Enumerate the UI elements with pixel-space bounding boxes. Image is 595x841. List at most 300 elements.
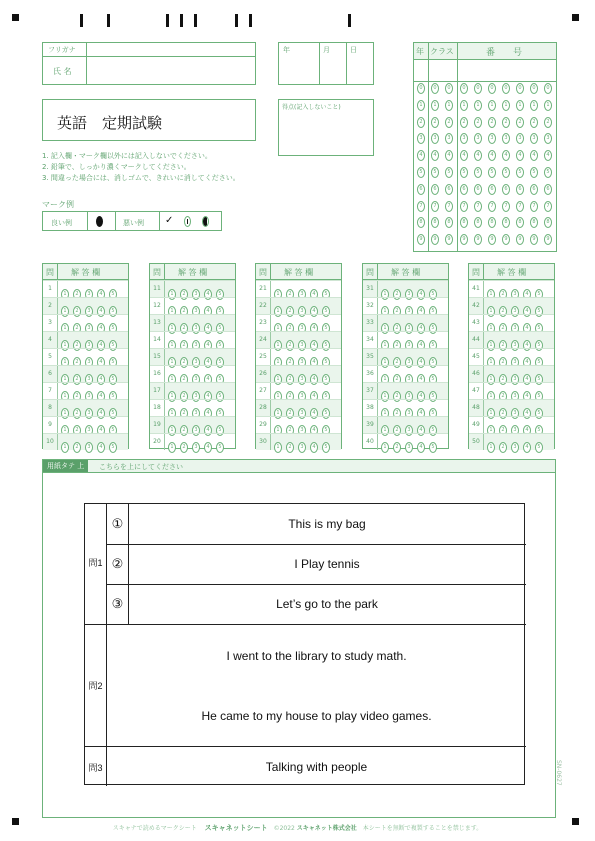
- answer-bubble[interactable]: 2: [499, 374, 507, 385]
- answer-bubble[interactable]: 3: [511, 357, 519, 368]
- answer-bubble[interactable]: 2: [393, 340, 401, 351]
- id-bubble[interactable]: 8: [460, 217, 468, 228]
- answer-bubble[interactable]: 2: [499, 289, 507, 300]
- id-bubble[interactable]: 3: [544, 133, 552, 144]
- answer-bubble[interactable]: 1: [381, 323, 389, 334]
- answer-bubble[interactable]: 1: [274, 340, 282, 351]
- answer-bubble[interactable]: 3: [405, 289, 413, 300]
- answer-bubble[interactable]: 2: [499, 357, 507, 368]
- answer-bubble[interactable]: 2: [286, 340, 294, 351]
- answer-bubble[interactable]: 1: [168, 442, 176, 453]
- answer-bubble[interactable]: 3: [85, 306, 93, 317]
- id-bubble[interactable]: 4: [502, 150, 510, 161]
- answer-bubble[interactable]: 5: [535, 425, 543, 436]
- answer-bubble[interactable]: 4: [310, 374, 318, 385]
- answer-bubble[interactable]: 3: [298, 323, 306, 334]
- answer-bubble[interactable]: 3: [298, 357, 306, 368]
- answer-bubble[interactable]: 2: [286, 408, 294, 419]
- answer-bubble[interactable]: 4: [523, 289, 531, 300]
- id-bubble[interactable]: 2: [417, 117, 425, 128]
- id-bubble[interactable]: 2: [488, 117, 496, 128]
- id-bubble[interactable]: 9: [502, 234, 510, 245]
- answer-bubble[interactable]: 2: [73, 391, 81, 402]
- answer-bubble[interactable]: 5: [322, 323, 330, 334]
- id-bubble[interactable]: 6: [544, 184, 552, 195]
- answer-bubble[interactable]: 3: [192, 357, 200, 368]
- answer-bubble[interactable]: 5: [216, 306, 224, 317]
- answer-bubble[interactable]: 4: [310, 340, 318, 351]
- answer-bubble[interactable]: 5: [535, 408, 543, 419]
- answer-bubble[interactable]: 5: [535, 357, 543, 368]
- answer-bubble[interactable]: 2: [393, 374, 401, 385]
- answer-bubble[interactable]: 4: [97, 408, 105, 419]
- answer-bubble[interactable]: 4: [204, 323, 212, 334]
- answer-bubble[interactable]: 3: [85, 289, 93, 300]
- id-bubble[interactable]: 2: [544, 117, 552, 128]
- answer-bubble[interactable]: 3: [85, 323, 93, 334]
- answer-bubble[interactable]: 1: [274, 425, 282, 436]
- answer-bubble[interactable]: 1: [487, 289, 495, 300]
- id-bubble[interactable]: 6: [516, 184, 524, 195]
- id-bubble[interactable]: 7: [431, 201, 439, 212]
- answer-bubble[interactable]: 3: [511, 289, 519, 300]
- answer-bubble[interactable]: 3: [192, 323, 200, 334]
- answer-bubble[interactable]: 4: [310, 357, 318, 368]
- answer-bubble[interactable]: 5: [535, 442, 543, 453]
- id-bubble[interactable]: 5: [445, 167, 453, 178]
- answer-bubble[interactable]: 3: [192, 340, 200, 351]
- answer-bubble[interactable]: 2: [499, 425, 507, 436]
- answer-bubble[interactable]: 5: [429, 306, 437, 317]
- answer-bubble[interactable]: 3: [85, 340, 93, 351]
- answer-bubble[interactable]: 3: [298, 289, 306, 300]
- id-bubble[interactable]: 3: [502, 133, 510, 144]
- id-bubble[interactable]: 1: [417, 100, 425, 111]
- id-bubble[interactable]: 1: [460, 100, 468, 111]
- answer-bubble[interactable]: 4: [523, 374, 531, 385]
- answer-bubble[interactable]: 3: [511, 425, 519, 436]
- id-bubble[interactable]: 0: [417, 83, 425, 94]
- answer-bubble[interactable]: 5: [322, 374, 330, 385]
- id-bubble[interactable]: 6: [474, 184, 482, 195]
- id-bubble[interactable]: 8: [445, 217, 453, 228]
- id-bubble[interactable]: 3: [445, 133, 453, 144]
- id-bubble[interactable]: 1: [530, 100, 538, 111]
- answer-bubble[interactable]: 4: [310, 289, 318, 300]
- answer-bubble[interactable]: 3: [405, 374, 413, 385]
- answer-bubble[interactable]: 5: [216, 323, 224, 334]
- answer-bubble[interactable]: 1: [168, 374, 176, 385]
- answer-bubble[interactable]: 4: [97, 442, 105, 453]
- answer-bubble[interactable]: 1: [274, 289, 282, 300]
- name-field[interactable]: [87, 57, 255, 84]
- answer-bubble[interactable]: 1: [168, 408, 176, 419]
- answer-bubble[interactable]: 3: [405, 357, 413, 368]
- id-bubble[interactable]: 5: [460, 167, 468, 178]
- id-bubble[interactable]: 7: [417, 201, 425, 212]
- id-bubble[interactable]: 7: [530, 201, 538, 212]
- answer-bubble[interactable]: 5: [535, 323, 543, 334]
- id-bubble[interactable]: 0: [445, 83, 453, 94]
- answer-bubble[interactable]: 2: [180, 391, 188, 402]
- answer-bubble[interactable]: 1: [61, 289, 69, 300]
- answer-bubble[interactable]: 5: [216, 425, 224, 436]
- answer-bubble[interactable]: 5: [535, 374, 543, 385]
- id-bubble[interactable]: 4: [417, 150, 425, 161]
- answer-bubble[interactable]: 3: [85, 374, 93, 385]
- answer-bubble[interactable]: 1: [61, 425, 69, 436]
- id-bubble[interactable]: 5: [530, 167, 538, 178]
- id-bubble[interactable]: 3: [460, 133, 468, 144]
- answer-bubble[interactable]: 2: [73, 323, 81, 334]
- answer-bubble[interactable]: 5: [109, 374, 117, 385]
- id-bubble[interactable]: 4: [488, 150, 496, 161]
- answer-bubble[interactable]: 2: [393, 425, 401, 436]
- answer-bubble[interactable]: 4: [310, 442, 318, 453]
- answer-bubble[interactable]: 1: [381, 340, 389, 351]
- id-bubble[interactable]: 0: [516, 83, 524, 94]
- id-bubble[interactable]: 9: [488, 234, 496, 245]
- answer-bubble[interactable]: 5: [429, 340, 437, 351]
- answer-bubble[interactable]: 5: [535, 289, 543, 300]
- answer-bubble[interactable]: 3: [85, 391, 93, 402]
- answer-bubble[interactable]: 4: [97, 289, 105, 300]
- answer-bubble[interactable]: 2: [180, 289, 188, 300]
- id-bubble[interactable]: 4: [474, 150, 482, 161]
- answer-bubble[interactable]: 2: [499, 408, 507, 419]
- answer-bubble[interactable]: 2: [180, 323, 188, 334]
- id-bubble[interactable]: 5: [544, 167, 552, 178]
- answer-bubble[interactable]: 4: [310, 391, 318, 402]
- answer-bubble[interactable]: 3: [192, 374, 200, 385]
- answer-bubble[interactable]: 4: [310, 323, 318, 334]
- answer-bubble[interactable]: 1: [487, 306, 495, 317]
- id-bubble[interactable]: 8: [530, 217, 538, 228]
- answer-bubble[interactable]: 5: [322, 425, 330, 436]
- answer-bubble[interactable]: 4: [523, 323, 531, 334]
- id-bubble[interactable]: 3: [530, 133, 538, 144]
- answer-bubble[interactable]: 3: [511, 306, 519, 317]
- answer-bubble[interactable]: 5: [429, 408, 437, 419]
- id-bubble[interactable]: 3: [474, 133, 482, 144]
- answer-bubble[interactable]: 4: [204, 408, 212, 419]
- answer-bubble[interactable]: 1: [61, 408, 69, 419]
- id-bubble[interactable]: 6: [460, 184, 468, 195]
- answer-bubble[interactable]: 5: [535, 306, 543, 317]
- answer-bubble[interactable]: 5: [535, 340, 543, 351]
- id-bubble[interactable]: 1: [488, 100, 496, 111]
- answer-bubble[interactable]: 2: [73, 374, 81, 385]
- id-bubble[interactable]: 9: [417, 234, 425, 245]
- id-bubble[interactable]: 7: [445, 201, 453, 212]
- answer-bubble[interactable]: 5: [322, 357, 330, 368]
- answer-bubble[interactable]: 4: [97, 391, 105, 402]
- answer-bubble[interactable]: 4: [523, 357, 531, 368]
- answer-bubble[interactable]: 1: [381, 408, 389, 419]
- id-bubble[interactable]: 5: [417, 167, 425, 178]
- answer-bubble[interactable]: 3: [192, 408, 200, 419]
- answer-bubble[interactable]: 1: [487, 340, 495, 351]
- answer-bubble[interactable]: 5: [322, 289, 330, 300]
- answer-bubble[interactable]: 5: [216, 374, 224, 385]
- answer-bubble[interactable]: 3: [298, 408, 306, 419]
- id-bubble[interactable]: 7: [516, 201, 524, 212]
- answer-bubble[interactable]: 1: [61, 374, 69, 385]
- answer-bubble[interactable]: 2: [393, 306, 401, 317]
- answer-bubble[interactable]: 1: [381, 442, 389, 453]
- answer-bubble[interactable]: 3: [405, 323, 413, 334]
- id-bubble[interactable]: 6: [417, 184, 425, 195]
- answer-bubble[interactable]: 3: [298, 442, 306, 453]
- answer-bubble[interactable]: 5: [109, 323, 117, 334]
- answer-bubble[interactable]: 4: [97, 306, 105, 317]
- answer-bubble[interactable]: 5: [429, 323, 437, 334]
- id-bubble[interactable]: 6: [445, 184, 453, 195]
- answer-bubble[interactable]: 2: [393, 289, 401, 300]
- answer-bubble[interactable]: 1: [61, 391, 69, 402]
- answer-bubble[interactable]: 1: [61, 323, 69, 334]
- answer-bubble[interactable]: 1: [61, 357, 69, 368]
- answer-bubble[interactable]: 4: [523, 442, 531, 453]
- id-bubble[interactable]: 6: [530, 184, 538, 195]
- id-bubble[interactable]: 0: [460, 83, 468, 94]
- answer-bubble[interactable]: 3: [511, 340, 519, 351]
- answer-bubble[interactable]: 1: [381, 357, 389, 368]
- id-bubble[interactable]: 5: [516, 167, 524, 178]
- answer-bubble[interactable]: 1: [168, 357, 176, 368]
- answer-bubble[interactable]: 2: [180, 408, 188, 419]
- answer-bubble[interactable]: 5: [535, 391, 543, 402]
- answer-bubble[interactable]: 3: [405, 442, 413, 453]
- id-bubble[interactable]: 7: [474, 201, 482, 212]
- id-bubble[interactable]: 9: [530, 234, 538, 245]
- answer-bubble[interactable]: 2: [73, 408, 81, 419]
- answer-bubble[interactable]: 1: [487, 425, 495, 436]
- answer-bubble[interactable]: 5: [322, 391, 330, 402]
- answer-bubble[interactable]: 5: [429, 357, 437, 368]
- id-bubble[interactable]: 9: [431, 234, 439, 245]
- answer-bubble[interactable]: 2: [499, 442, 507, 453]
- id-bubble[interactable]: 7: [544, 201, 552, 212]
- id-bubble[interactable]: 4: [544, 150, 552, 161]
- answer-bubble[interactable]: 2: [73, 357, 81, 368]
- id-bubble[interactable]: 3: [417, 133, 425, 144]
- answer-bubble[interactable]: 2: [73, 306, 81, 317]
- id-bubble[interactable]: 4: [460, 150, 468, 161]
- answer-bubble[interactable]: 4: [97, 357, 105, 368]
- answer-bubble[interactable]: 4: [417, 442, 425, 453]
- answer-bubble[interactable]: 5: [216, 357, 224, 368]
- answer-bubble[interactable]: 1: [168, 289, 176, 300]
- id-bubble[interactable]: 0: [474, 83, 482, 94]
- answer-bubble[interactable]: 3: [405, 306, 413, 317]
- answer-bubble[interactable]: 4: [204, 340, 212, 351]
- answer-bubble[interactable]: 5: [109, 306, 117, 317]
- id-bubble[interactable]: 0: [431, 83, 439, 94]
- answer-bubble[interactable]: 1: [381, 425, 389, 436]
- answer-bubble[interactable]: 1: [61, 306, 69, 317]
- id-bubble[interactable]: 5: [474, 167, 482, 178]
- answer-bubble[interactable]: 2: [286, 442, 294, 453]
- id-bubble[interactable]: 0: [530, 83, 538, 94]
- answer-bubble[interactable]: 3: [85, 425, 93, 436]
- id-bubble[interactable]: 0: [544, 83, 552, 94]
- answer-bubble[interactable]: 5: [429, 391, 437, 402]
- answer-bubble[interactable]: 1: [487, 442, 495, 453]
- answer-bubble[interactable]: 2: [73, 425, 81, 436]
- answer-bubble[interactable]: 1: [61, 340, 69, 351]
- answer-bubble[interactable]: 2: [180, 442, 188, 453]
- answer-bubble[interactable]: 3: [298, 306, 306, 317]
- answer-bubble[interactable]: 4: [417, 323, 425, 334]
- answer-bubble[interactable]: 5: [216, 442, 224, 453]
- answer-bubble[interactable]: 2: [286, 306, 294, 317]
- answer-bubble[interactable]: 3: [511, 391, 519, 402]
- answer-bubble[interactable]: 4: [523, 391, 531, 402]
- answer-bubble[interactable]: 1: [168, 306, 176, 317]
- answer-bubble[interactable]: 5: [216, 340, 224, 351]
- answer-bubble[interactable]: 1: [381, 289, 389, 300]
- answer-bubble[interactable]: 4: [310, 408, 318, 419]
- answer-bubble[interactable]: 2: [393, 442, 401, 453]
- answer-bubble[interactable]: 1: [274, 442, 282, 453]
- answer-bubble[interactable]: 4: [204, 289, 212, 300]
- id-bubble[interactable]: 3: [488, 133, 496, 144]
- answer-bubble[interactable]: 1: [487, 391, 495, 402]
- answer-bubble[interactable]: 3: [511, 442, 519, 453]
- id-bubble[interactable]: 2: [530, 117, 538, 128]
- answer-bubble[interactable]: 1: [381, 306, 389, 317]
- answer-bubble[interactable]: 3: [405, 391, 413, 402]
- answer-bubble[interactable]: 4: [417, 357, 425, 368]
- answer-bubble[interactable]: 5: [429, 442, 437, 453]
- answer-bubble[interactable]: 4: [204, 391, 212, 402]
- answer-bubble[interactable]: 1: [274, 391, 282, 402]
- id-bubble[interactable]: 7: [488, 201, 496, 212]
- answer-bubble[interactable]: 4: [417, 374, 425, 385]
- answer-bubble[interactable]: 4: [97, 374, 105, 385]
- answer-bubble[interactable]: 5: [216, 391, 224, 402]
- answer-bubble[interactable]: 4: [310, 306, 318, 317]
- answer-bubble[interactable]: 2: [180, 357, 188, 368]
- answer-bubble[interactable]: 3: [192, 289, 200, 300]
- id-bubble[interactable]: 8: [544, 217, 552, 228]
- id-bubble[interactable]: 8: [431, 217, 439, 228]
- answer-bubble[interactable]: 2: [393, 391, 401, 402]
- answer-bubble[interactable]: 1: [381, 391, 389, 402]
- id-bubble[interactable]: 2: [460, 117, 468, 128]
- answer-bubble[interactable]: 3: [192, 425, 200, 436]
- answer-bubble[interactable]: 3: [298, 340, 306, 351]
- id-bubble[interactable]: 8: [502, 217, 510, 228]
- id-bubble[interactable]: 5: [488, 167, 496, 178]
- id-bubble[interactable]: 4: [530, 150, 538, 161]
- id-bubble[interactable]: 4: [445, 150, 453, 161]
- id-bubble[interactable]: 1: [502, 100, 510, 111]
- id-bubble[interactable]: 1: [516, 100, 524, 111]
- answer-bubble[interactable]: 2: [393, 357, 401, 368]
- answer-bubble[interactable]: 4: [204, 374, 212, 385]
- answer-bubble[interactable]: 2: [499, 306, 507, 317]
- answer-bubble[interactable]: 3: [405, 408, 413, 419]
- answer-bubble[interactable]: 5: [109, 340, 117, 351]
- answer-bubble[interactable]: 1: [274, 306, 282, 317]
- id-bubble[interactable]: 6: [502, 184, 510, 195]
- answer-bubble[interactable]: 5: [109, 357, 117, 368]
- answer-bubble[interactable]: 4: [417, 306, 425, 317]
- answer-bubble[interactable]: 2: [73, 289, 81, 300]
- id-bubble[interactable]: 4: [516, 150, 524, 161]
- answer-bubble[interactable]: 3: [511, 408, 519, 419]
- answer-bubble[interactable]: 5: [109, 408, 117, 419]
- answer-bubble[interactable]: 5: [429, 425, 437, 436]
- id-bubble[interactable]: 9: [516, 234, 524, 245]
- id-bubble[interactable]: 1: [544, 100, 552, 111]
- answer-bubble[interactable]: 4: [523, 306, 531, 317]
- answer-bubble[interactable]: 4: [417, 408, 425, 419]
- answer-bubble[interactable]: 4: [417, 340, 425, 351]
- answer-bubble[interactable]: 1: [274, 408, 282, 419]
- answer-bubble[interactable]: 2: [286, 425, 294, 436]
- id-bubble[interactable]: 2: [474, 117, 482, 128]
- answer-bubble[interactable]: 1: [487, 323, 495, 334]
- id-bubble[interactable]: 6: [431, 184, 439, 195]
- answer-bubble[interactable]: 4: [417, 391, 425, 402]
- answer-bubble[interactable]: 1: [61, 442, 69, 453]
- id-bubble[interactable]: 2: [431, 117, 439, 128]
- answer-bubble[interactable]: 2: [286, 357, 294, 368]
- id-bubble[interactable]: 2: [445, 117, 453, 128]
- answer-bubble[interactable]: 4: [204, 306, 212, 317]
- answer-bubble[interactable]: 1: [274, 323, 282, 334]
- answer-bubble[interactable]: 1: [168, 340, 176, 351]
- answer-bubble[interactable]: 4: [97, 425, 105, 436]
- answer-bubble[interactable]: 2: [499, 391, 507, 402]
- id-bubble[interactable]: 2: [516, 117, 524, 128]
- answer-bubble[interactable]: 5: [429, 374, 437, 385]
- answer-bubble[interactable]: 1: [381, 374, 389, 385]
- id-bubble[interactable]: 1: [431, 100, 439, 111]
- id-bubble[interactable]: 5: [502, 167, 510, 178]
- id-bubble[interactable]: 7: [502, 201, 510, 212]
- id-bubble[interactable]: 9: [544, 234, 552, 245]
- id-bubble[interactable]: 8: [488, 217, 496, 228]
- id-bubble[interactable]: 5: [431, 167, 439, 178]
- answer-bubble[interactable]: 3: [85, 442, 93, 453]
- answer-bubble[interactable]: 2: [286, 323, 294, 334]
- answer-bubble[interactable]: 5: [429, 289, 437, 300]
- id-bubble[interactable]: 2: [502, 117, 510, 128]
- answer-bubble[interactable]: 1: [487, 374, 495, 385]
- answer-bubble[interactable]: 4: [523, 425, 531, 436]
- answer-bubble[interactable]: 3: [192, 442, 200, 453]
- answer-bubble[interactable]: 4: [523, 340, 531, 351]
- answer-bubble[interactable]: 3: [298, 425, 306, 436]
- answer-bubble[interactable]: 3: [298, 374, 306, 385]
- answer-bubble[interactable]: 2: [393, 323, 401, 334]
- answer-bubble[interactable]: 1: [274, 374, 282, 385]
- answer-bubble[interactable]: 4: [204, 442, 212, 453]
- answer-bubble[interactable]: 5: [109, 289, 117, 300]
- id-bubble[interactable]: 8: [516, 217, 524, 228]
- id-bubble[interactable]: 8: [474, 217, 482, 228]
- answer-bubble[interactable]: 4: [523, 408, 531, 419]
- id-bubble[interactable]: 1: [445, 100, 453, 111]
- answer-bubble[interactable]: 3: [405, 425, 413, 436]
- answer-bubble[interactable]: 5: [216, 408, 224, 419]
- id-bubble[interactable]: 9: [474, 234, 482, 245]
- answer-bubble[interactable]: 3: [192, 306, 200, 317]
